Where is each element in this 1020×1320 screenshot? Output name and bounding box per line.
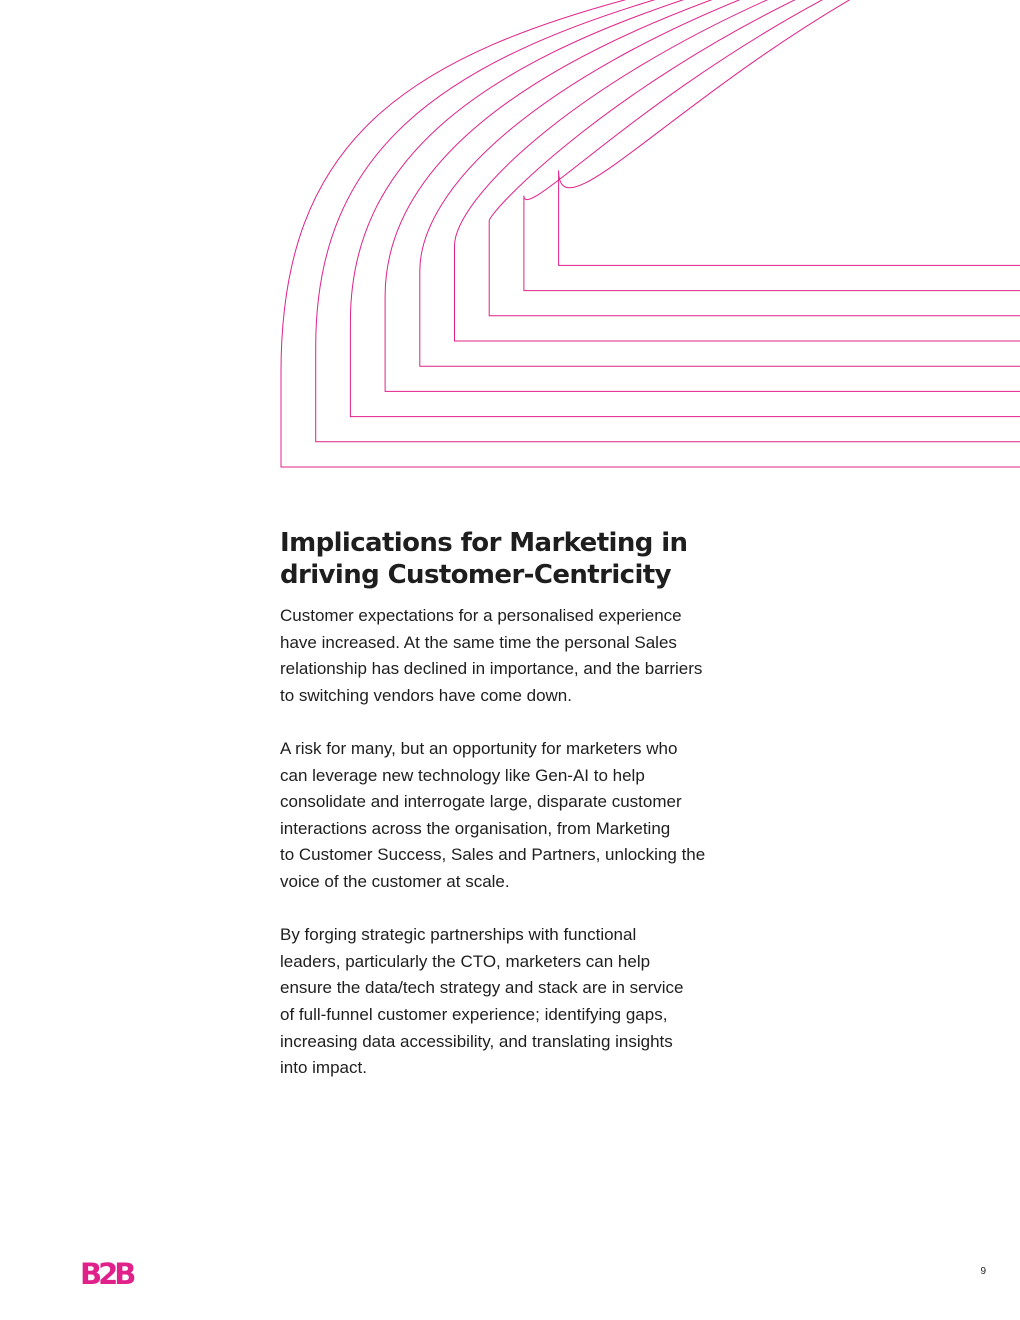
arc-line: [559, 0, 1020, 265]
text-line: consolidate and interrogate large, disparate customer: [280, 792, 682, 812]
heading-line: driving Customer-Centricity: [280, 560, 671, 590]
arc-line: [455, 0, 1020, 341]
arc-line: [350, 0, 1020, 417]
text-line: voice of the customer at scale.: [280, 871, 510, 891]
arc-line: [524, 0, 1020, 291]
b2b-logo: [80, 1259, 142, 1289]
paragraph-3: [280, 922, 750, 1082]
arc-line: [316, 0, 1020, 442]
text-line: relationship has declined in importance, and the barriers: [280, 659, 703, 679]
arc-line: [385, 0, 1020, 391]
text-line: Customer expectations for a personalised experience: [280, 606, 682, 625]
text-line: have increased. At the same time the personal Sales: [280, 632, 677, 652]
text-line: can leverage new technology like Gen-AI to help: [280, 765, 645, 785]
heading-line: Implications for Marketing in: [280, 528, 688, 558]
text-line: of full-funnel customer experience; identifying gaps,: [280, 1004, 668, 1024]
text-line: to switching vendors have come down.: [280, 685, 572, 705]
section-heading: [280, 527, 750, 591]
body-text: [280, 603, 750, 1108]
text-line: into impact.: [280, 1058, 367, 1078]
decorative-arc-lines: [0, 0, 1020, 480]
text-line: interactions across the organisation, from Marketing: [280, 818, 671, 838]
arc-line: [489, 0, 1020, 316]
page-number: 9: [980, 1266, 986, 1277]
logo-text: B2B: [80, 1257, 133, 1291]
text-line: leaders, particularly the CTO, marketers can help: [280, 951, 651, 971]
text-line: ensure the data/tech strategy and stack are in service: [280, 978, 684, 998]
arc-line: [281, 0, 1020, 467]
text-line: A risk for many, but an opportunity for marketers who: [280, 738, 678, 758]
text-line: increasing data accessibility, and translating insights: [280, 1031, 673, 1051]
paragraph-2: [280, 736, 750, 896]
text-line: By forging strategic partnerships with functional: [280, 925, 637, 945]
text-line: to Customer Success, Sales and Partners, unlocking the: [280, 845, 706, 865]
paragraph-1: [280, 603, 750, 709]
